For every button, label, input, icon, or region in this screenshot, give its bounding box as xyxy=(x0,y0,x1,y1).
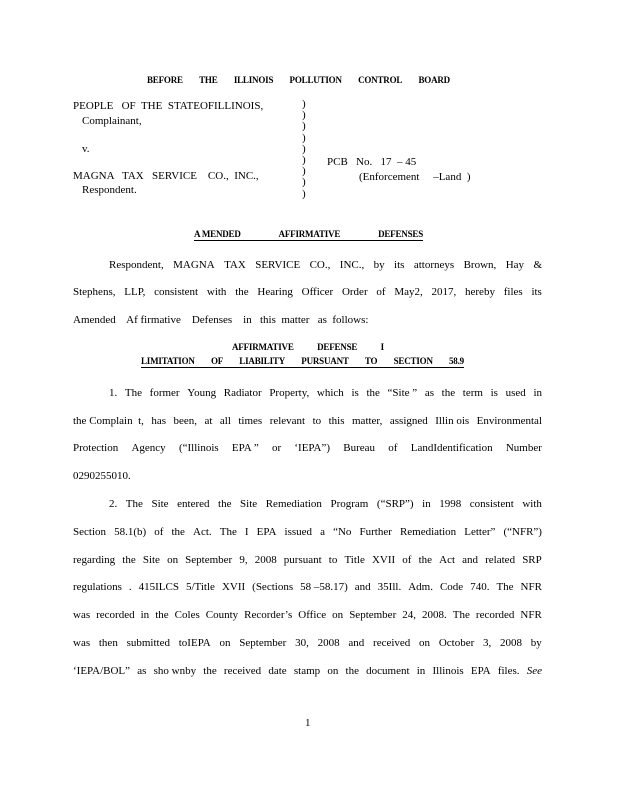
word: September xyxy=(349,609,397,621)
word: entered xyxy=(177,498,210,510)
word: the xyxy=(418,554,433,566)
word: Coles xyxy=(174,609,200,621)
board-header xyxy=(147,76,450,85)
word: XVII xyxy=(371,554,396,566)
word: the xyxy=(171,526,185,538)
word: files xyxy=(503,286,523,298)
word: SRP xyxy=(522,554,542,566)
header-word: BEFORE xyxy=(147,75,183,85)
defense-heading-line-2 xyxy=(141,357,464,368)
para1-line-2 xyxy=(73,416,542,427)
word: 1. xyxy=(109,387,118,399)
word: at xyxy=(204,415,213,427)
word: Title xyxy=(344,554,365,566)
word: of xyxy=(376,286,386,298)
para2-line-5 xyxy=(73,610,542,621)
word: 415ILCS xyxy=(138,581,179,593)
word: or xyxy=(271,442,282,454)
word: on xyxy=(327,665,339,677)
word: received xyxy=(373,637,411,649)
word: Officer xyxy=(301,286,334,298)
word: document xyxy=(366,665,410,677)
word: Illinois xyxy=(432,665,464,677)
word: Adm. xyxy=(408,581,433,593)
word: Code xyxy=(439,581,464,593)
intro-line-2 xyxy=(73,287,542,298)
word: which xyxy=(316,387,344,399)
caption-plaintiff-role: Complainant, xyxy=(82,115,142,127)
title-word: AFFIRMATIVE xyxy=(278,229,341,239)
word: recorded xyxy=(96,609,135,621)
word: assigned xyxy=(389,415,428,427)
word: a xyxy=(320,526,325,538)
word: 1998 xyxy=(439,498,462,510)
word: LLP, xyxy=(124,286,146,298)
word: issued xyxy=(284,526,313,538)
word: I xyxy=(380,342,384,352)
word: Site xyxy=(240,498,258,510)
word: 3, xyxy=(483,637,492,649)
intro-line-3: Amended Af firmative Defenses in this matter as follows: xyxy=(73,314,369,326)
word: matter, xyxy=(352,415,383,427)
word: has xyxy=(151,415,167,427)
word: LIMITATION xyxy=(141,356,195,366)
word: 2. xyxy=(109,498,118,510)
word: used xyxy=(505,387,526,399)
word: on xyxy=(419,637,431,649)
word: PURSUANT xyxy=(301,356,349,366)
word: on xyxy=(219,637,231,649)
word: Letter” xyxy=(464,526,496,538)
word: 9, xyxy=(239,554,248,566)
intro-line-1 xyxy=(109,260,542,271)
word: Order xyxy=(341,286,368,298)
word: times xyxy=(238,415,263,427)
word: 58.9 xyxy=(449,356,464,366)
word: all xyxy=(219,415,231,427)
word: EPA xyxy=(470,665,491,677)
word: attorneys xyxy=(413,259,455,271)
word: The xyxy=(496,581,514,593)
word: AFFIRMATIVE xyxy=(232,342,294,352)
word: LandIdentification xyxy=(410,442,493,454)
word: SECTION xyxy=(393,356,433,366)
para2-line-4 xyxy=(73,582,542,593)
word: as xyxy=(424,387,435,399)
word: Section xyxy=(73,526,106,538)
header-word: POLLUTION xyxy=(289,75,342,85)
para1-line-1 xyxy=(109,388,542,399)
word: County xyxy=(205,609,239,621)
word: its xyxy=(531,286,542,298)
word: the xyxy=(441,387,456,399)
page-number: 1 xyxy=(305,717,311,729)
word: with xyxy=(522,498,542,510)
word: Respondent, xyxy=(109,259,164,271)
para2-line-1 xyxy=(109,499,542,510)
word: to xyxy=(312,415,322,427)
word: Environmental xyxy=(476,415,542,427)
word: Property, xyxy=(269,387,310,399)
word: in xyxy=(140,609,150,621)
word: in xyxy=(422,498,431,510)
header-word: BOARD xyxy=(418,75,450,85)
word: Brown, xyxy=(463,259,497,271)
word: I xyxy=(244,526,249,538)
word: LIABILITY xyxy=(239,356,286,366)
case-type: (Enforcement –Land ) xyxy=(359,171,471,183)
word: Remediation xyxy=(399,526,457,538)
word: regarding xyxy=(73,554,116,566)
word: (“Illinois xyxy=(178,442,219,454)
word: DEFENSE xyxy=(317,342,358,352)
word: of xyxy=(388,442,398,454)
word: and xyxy=(354,581,371,593)
header-word: CONTROL xyxy=(358,75,403,85)
word: “No xyxy=(333,526,352,538)
para2-line-3 xyxy=(73,555,542,566)
para2-line-6 xyxy=(73,638,542,649)
document-title xyxy=(194,230,423,241)
word: The xyxy=(124,387,143,399)
word: by xyxy=(530,637,542,649)
word: Recorder’s xyxy=(244,609,293,621)
caption-defendant-role: Respondent. xyxy=(82,184,137,196)
word: (“NFR”) xyxy=(503,526,542,538)
word: CO., xyxy=(309,259,331,271)
word: submitted xyxy=(126,637,170,649)
word: (Sections xyxy=(252,581,294,593)
word: was xyxy=(73,637,91,649)
word: 2008 xyxy=(500,637,523,649)
word: and xyxy=(348,637,365,649)
word: Protection xyxy=(73,442,119,454)
word: September xyxy=(239,637,287,649)
word: MAGNA xyxy=(173,259,215,271)
word: in xyxy=(416,665,426,677)
word: 30, xyxy=(295,637,309,649)
caption-parentheses: ) ) ) ) ) ) ) ) ) xyxy=(302,98,306,200)
word: OF xyxy=(210,356,224,366)
word: Site xyxy=(142,554,160,566)
word: . xyxy=(128,581,132,593)
defense-heading-line-1 xyxy=(232,343,384,352)
word: in xyxy=(533,387,542,399)
word: 2008. xyxy=(422,609,447,621)
word: received xyxy=(223,665,262,677)
word: Office xyxy=(298,609,327,621)
word: 58 –58.17) xyxy=(300,581,348,593)
word: this xyxy=(328,415,345,427)
word: (“SRP”) xyxy=(376,498,414,510)
word: NFR xyxy=(520,581,542,593)
word: the xyxy=(155,609,169,621)
word: recorded xyxy=(475,609,515,621)
word: 24, xyxy=(402,609,416,621)
word: EPA ” xyxy=(231,442,259,454)
word: Hearing xyxy=(257,286,293,298)
word: Site xyxy=(151,498,169,510)
word: The xyxy=(452,609,470,621)
word: Remediation xyxy=(265,498,322,510)
word: on xyxy=(332,609,344,621)
word: Hay xyxy=(505,259,525,271)
para2-line-2 xyxy=(73,527,542,538)
word: related xyxy=(485,554,516,566)
word: Agency xyxy=(131,442,166,454)
para1-line-3 xyxy=(73,443,542,454)
title-word: A MENDED xyxy=(194,229,241,239)
word: 2017, xyxy=(431,286,457,298)
word: ‘IEPA/BOL” xyxy=(73,665,131,677)
word: the Complain t, xyxy=(73,415,144,427)
word: See xyxy=(526,665,542,677)
para1-line-4: 0290255010. xyxy=(73,470,131,482)
caption-defendant: MAGNA TAX SERVICE CO., INC., xyxy=(73,170,259,182)
word: ‘IEPA”) xyxy=(294,442,331,454)
header-word: ILLINOIS xyxy=(233,75,274,85)
word: was xyxy=(73,609,91,621)
word: date xyxy=(268,665,287,677)
word: stamp xyxy=(293,665,321,677)
word: TO xyxy=(364,356,378,366)
word: to xyxy=(328,554,338,566)
word: the xyxy=(345,665,359,677)
word: of xyxy=(154,526,164,538)
title-word: DEFENSES xyxy=(378,229,423,239)
word: INC., xyxy=(339,259,365,271)
word: Radiator xyxy=(223,387,262,399)
word: Act. xyxy=(193,526,212,538)
word: TAX xyxy=(224,259,246,271)
word: term xyxy=(462,387,483,399)
word: consistent xyxy=(154,286,199,298)
word: the xyxy=(366,387,380,399)
word: files. xyxy=(497,665,520,677)
word: EPA xyxy=(256,526,277,538)
word: Act xyxy=(439,554,456,566)
word: is xyxy=(351,387,359,399)
word: then xyxy=(98,637,118,649)
word: Stephens, xyxy=(73,286,116,298)
word: the xyxy=(218,498,232,510)
word: Illin ois xyxy=(435,415,470,427)
word: regulations xyxy=(73,581,122,593)
word: sho wnby xyxy=(153,665,197,677)
word: 2008 xyxy=(317,637,340,649)
word: relevant xyxy=(269,415,306,427)
word: SERVICE xyxy=(255,259,301,271)
word: the xyxy=(122,554,136,566)
word: former xyxy=(149,387,180,399)
word: hereby xyxy=(465,286,495,298)
word: by xyxy=(373,259,385,271)
word: 740. xyxy=(470,581,490,593)
word: NFR xyxy=(520,609,542,621)
word: consistent xyxy=(469,498,514,510)
word: 5/Title xyxy=(185,581,215,593)
caption-plaintiff: PEOPLE OF THE STATEOFILLINOIS, xyxy=(73,100,264,112)
word: Number xyxy=(505,442,542,454)
word: Program xyxy=(330,498,369,510)
word: Bureau xyxy=(343,442,376,454)
word: 58.1(b) xyxy=(114,526,147,538)
word: The xyxy=(125,498,143,510)
header-word: THE xyxy=(199,75,218,85)
word: is xyxy=(490,387,498,399)
word: the xyxy=(203,665,217,677)
word: and xyxy=(462,554,479,566)
word: Young xyxy=(187,387,217,399)
word: been, xyxy=(173,415,198,427)
word: of xyxy=(402,554,412,566)
word: 2008 xyxy=(254,554,277,566)
word: & xyxy=(533,259,542,271)
caption-versus: v. xyxy=(82,143,90,155)
word: as xyxy=(137,665,147,677)
word: its xyxy=(394,259,405,271)
word: October xyxy=(438,637,475,649)
word: with xyxy=(206,286,227,298)
word: the xyxy=(235,286,249,298)
word: Further xyxy=(359,526,392,538)
para2-line-7 xyxy=(73,666,542,677)
word: pursuant xyxy=(283,554,322,566)
word: May2, xyxy=(394,286,423,298)
word: September xyxy=(185,554,233,566)
word: “Site ” xyxy=(387,387,418,399)
word: 35Ill. xyxy=(377,581,402,593)
case-number: PCB No. 17 – 45 xyxy=(327,156,417,168)
word: XVII xyxy=(221,581,246,593)
word: The xyxy=(219,526,237,538)
word: on xyxy=(167,554,179,566)
word: toIEPA xyxy=(178,637,211,649)
